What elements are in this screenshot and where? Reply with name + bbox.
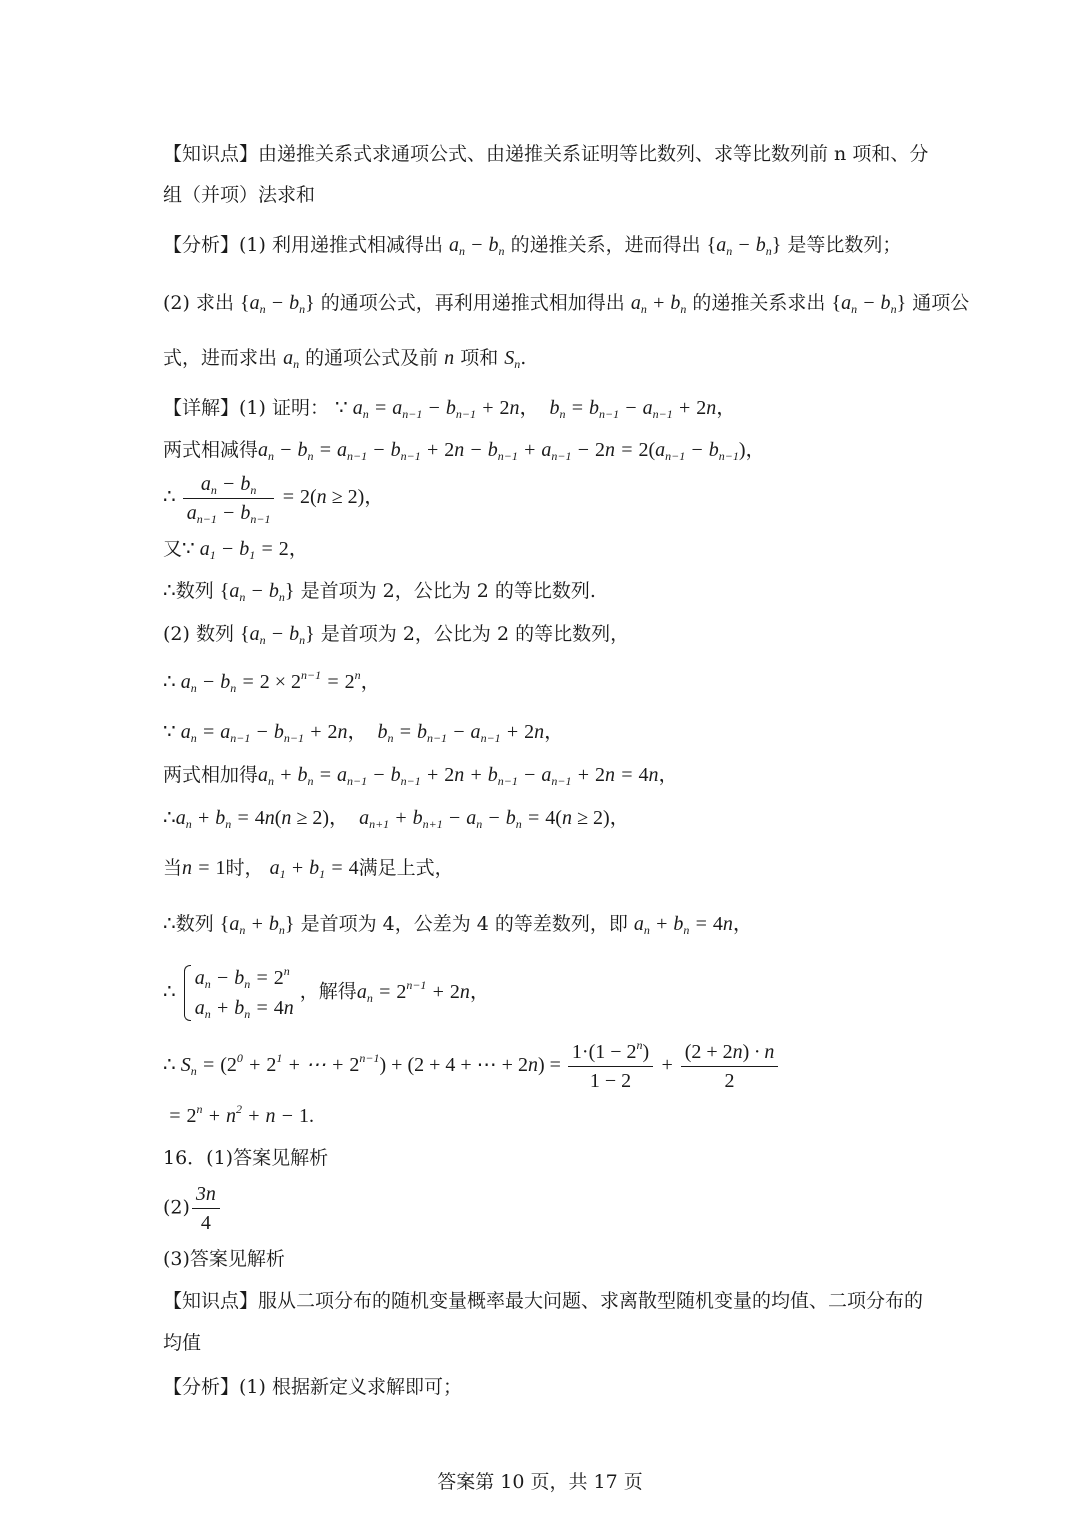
analysis-text: (1) 根据新定义求解即可；	[239, 1376, 462, 1398]
page-footer: 答案第 10 页，共 17 页	[437, 1471, 643, 1493]
analysis-text: 项和	[460, 347, 499, 369]
solution-line-11	[163, 856, 454, 880]
formula: $\{a_n - b_n\}$	[219, 580, 295, 604]
knowledge-point-text-cont: 组（并项）法求和	[163, 184, 316, 206]
q16-part-label: (2)	[163, 1196, 190, 1219]
solution-tag: 【详解】	[163, 397, 240, 419]
formula: $a_1 + b_1 = 4$	[269, 857, 359, 881]
knowledge-point-2-line-1	[163, 1289, 923, 1313]
formula: $a_n + b_n$	[630, 292, 687, 316]
solution-line-5	[163, 579, 596, 603]
formula: ∵ $a_1 - b_1 = 2$，	[182, 538, 309, 562]
solution-line-4	[163, 537, 309, 561]
solution-text: 解得	[318, 980, 357, 1003]
solution-text: 数列	[175, 913, 214, 935]
q16-part2	[163, 1183, 222, 1234]
solution-text: 是首项为 2，公比为 2 的等比数列，	[320, 623, 630, 645]
knowledge-point-2-line-2	[163, 1331, 201, 1355]
analysis-line-1	[163, 233, 901, 257]
formula: $\{a_n - b_n\}$	[831, 292, 907, 316]
solution-line-8	[163, 720, 564, 744]
analysis-text: 的通项公式及前	[305, 347, 439, 369]
solution-line-9	[163, 763, 678, 787]
analysis-text: (1) 利用递推式相减得出	[239, 234, 443, 256]
solution-line-2	[163, 438, 766, 462]
fraction	[192, 1183, 220, 1234]
therefore-symbol: ∴	[163, 580, 176, 602]
solution-line-1	[163, 396, 736, 420]
knowledge-point-text: 服从二项分布的随机变量概率最大问题、求离散型随机变量的均值、二项分布的	[258, 1290, 924, 1312]
analysis-text: 的递推关系求出	[692, 292, 826, 314]
knowledge-point-line-1	[163, 142, 928, 166]
analysis-2-line-1	[163, 1375, 462, 1399]
formula: ∴ $a_n - b_n = 2 \times 2^{n-1} = 2^n$，	[163, 668, 381, 695]
analysis-line-3	[163, 346, 526, 370]
formula: $\{a_n + b_n\}$	[219, 913, 295, 937]
formula: ∴ $\frac{a_n - b_n}{a_{n-1} - b_{n-1}}$ = 2(n ≥ 2)，	[163, 473, 385, 526]
formula: $\therefore a_n + b_n = 4n(n \ge 2)$， $a_{n+1} + b_{n+1} - a_n - b_n = 4(n \ge 2)$，	[163, 807, 630, 831]
solution-line-6	[163, 622, 629, 646]
formula: n = 1	[182, 857, 226, 879]
analysis-text: 是等比数列；	[787, 234, 902, 256]
q16-text: 16．(1)答案见解析	[163, 1147, 329, 1169]
solution-text: 又	[163, 538, 183, 560]
analysis-text: (2) 求出	[163, 292, 234, 314]
analysis-text: .	[520, 347, 527, 369]
therefore-symbol: ∴	[163, 913, 176, 935]
formula: $a_n - b_n$	[449, 234, 505, 258]
knowledge-point-tag: 【知识点】	[163, 143, 259, 165]
solution-line-7	[163, 670, 381, 694]
solution-text: 时，	[225, 857, 264, 879]
analysis-tag: 【分析】	[163, 234, 240, 256]
analysis-text: 通项公	[912, 292, 970, 314]
solution-text: 数列	[175, 580, 214, 602]
fraction-numerator: 3n	[192, 1183, 220, 1209]
analysis-text: 的递推关系，进而得出	[510, 234, 701, 256]
solution-text: 满足上式，	[358, 857, 454, 879]
solution-line-3	[163, 473, 384, 524]
q16-part3	[163, 1247, 285, 1271]
formula: ∵ $a_n = a_{n-1} - b_{n-1} + 2n$， $b_n = b_{n-1} - a_{n-1} + 2n$，	[163, 721, 565, 745]
solution-line-10	[163, 806, 630, 830]
formula: ∴ $S_n = (2^0 + 2^1$ + ⋯ + $2^{n-1}) + (2 + 4$ + ⋯ + 2n) = $\frac{1\cdot(1 - 2^n)}{1 - 2}$ + $\frac{(2 + 2n) \cdot n}{2}$	[163, 1054, 780, 1076]
formula: ∴ $a_n - b_n = 2^n$ $a_n + b_n = 4n$	[163, 964, 294, 1021]
formula: = $2^n + n^2 + n - 1$.	[163, 1102, 314, 1127]
formula: $a_n + b_n = 4n$，	[633, 913, 753, 937]
solution-text: 是首项为 4，公差为 4 的等差数列，即	[300, 913, 628, 935]
analysis-tag: 【分析】	[163, 1376, 240, 1398]
formula: $a_n$	[283, 347, 300, 371]
solution-text: 是首项为 2，公比为 2 的等比数列.	[300, 580, 596, 602]
formula: $a_n = 2^{n-1} + 2n$，	[356, 977, 490, 1005]
q16-heading	[163, 1146, 328, 1170]
formula: ∵ $a_n = a_{n-1} - b_{n-1} + 2n$， $b_n = b_{n-1} - a_{n-1} + 2n$，	[335, 397, 737, 421]
solution-line-12	[163, 912, 753, 936]
formula: $\{a_n - b_n\}$	[240, 623, 315, 647]
formula: n	[444, 347, 455, 369]
knowledge-point-text-cont: 均值	[163, 1332, 202, 1354]
solution-text: (1) 证明：	[239, 397, 329, 419]
solution-text: 两式相加得	[163, 764, 259, 786]
knowledge-point-line-2	[163, 183, 315, 207]
formula: $S_n$	[504, 347, 521, 371]
solution-text: (2) 数列	[163, 623, 234, 645]
analysis-text: 的通项公式，再利用递推式相加得出	[320, 292, 625, 314]
solution-line-13: ∴ $a_n - b_n = 2^n$ $a_n + b_n = 4n$ ，解得$a_n = 2^{n-1} + 2n$，	[163, 964, 490, 1021]
formula: $a_n - b_n = a_{n-1} - b_{n-1} + 2n - b_{n-1} + a_{n-1} - 2n = 2(a_{n-1} - b_{n-1})$，	[258, 439, 766, 463]
solution-text: 两式相减得	[163, 439, 259, 461]
q16-text: (3)答案见解析	[163, 1248, 285, 1270]
formula: $\{a_n - b_n\}$	[706, 234, 782, 258]
knowledge-point-tag: 【知识点】	[163, 1290, 259, 1312]
analysis-line-2	[163, 291, 969, 315]
knowledge-point-text: 由递推关系式求通项公式、由递推关系证明等比数列、求等比数列前 n 项和、分	[258, 143, 929, 165]
solution-text: 当	[163, 857, 183, 879]
fraction-denominator: 4	[200, 1212, 211, 1234]
solution-line-14	[163, 1038, 780, 1092]
solution-line-15	[163, 1104, 314, 1128]
formula: $\{a_n - b_n\}$	[240, 292, 315, 316]
formula: $a_n + b_n = a_{n-1} - b_{n-1} + 2n + b_{n-1} - a_{n-1} + 2n = 4n$，	[258, 764, 679, 788]
analysis-text: 式，进而求出	[163, 347, 278, 369]
